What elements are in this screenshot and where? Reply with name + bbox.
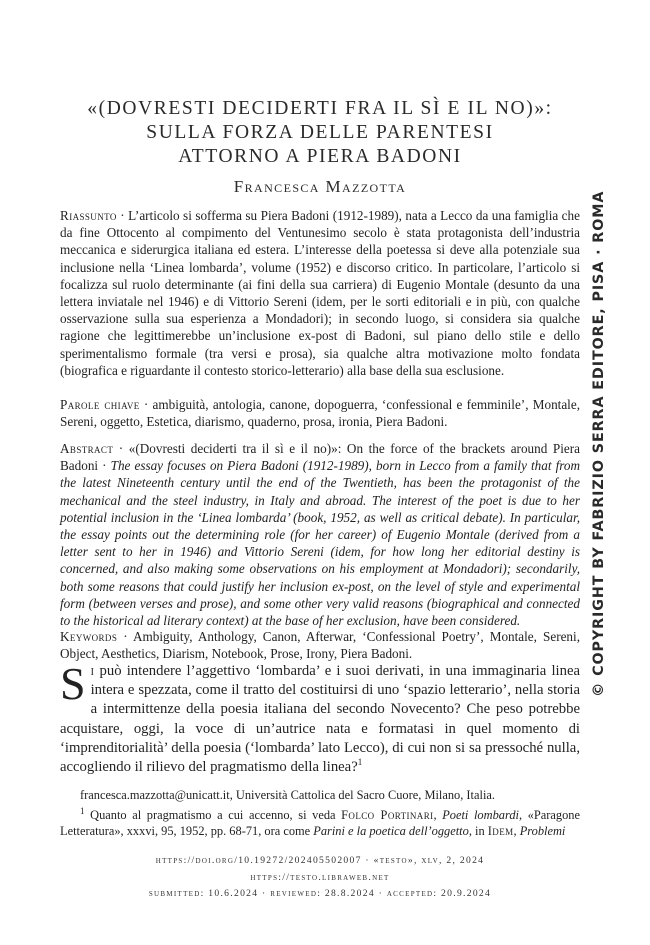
footnote-1-author: Folco Portinari [341, 807, 434, 822]
footnote-1-text-c: , in [468, 824, 485, 838]
author-affiliation: francesca.mazzotta@unicatt.it, Università Cattolica del Sacro Cuore, Milano, Italia. [80, 788, 495, 802]
copyright-text: © COPYRIGHT BY FABRIZIO SERRA EDITORE, PISA · ROMA [591, 190, 607, 697]
body-text: può intendere l’aggettivo ‘lombarda’ e i suoi derivati, in una immaginaria linea intera e spezzata, come il tratto del costituirsi di uno ‘spazio letterario’, nella storia a intermittenze della poesia italiana del secondo Novecento? Che peso potrebbe acquistare, oggi, la voce di un’autrice nata e formatasi in quel momento di ‘imprenditorialità’ della poesia (‘lombarda’ lato Lecco), di cui non si sa pressoché nulla, accogliendo il rilievo del pragmatismo della linea? [60, 663, 580, 776]
parole-chiave-text: ambiguità, antologia, canone, dopoguerra, ‘confessional e femminile’, Montale, Sereni, oggetto, Estetica, diarismo, quaderno, prosa, ironia, Piera Badoni. [60, 397, 580, 430]
keywords-block: Keywords · Ambiguity, Anthology, Canon, Afterwar, ‘Confessional Poetry’, Montale, Sereni, Object, Aesthetics, Diarism, Notebook, Prose, Irony, Piera Badoni. [60, 629, 580, 662]
footer-doi[interactable]: https://doi.org/10.19272/202405502007 · «testo», xlv, 2, 2024 [155, 855, 485, 866]
copyright-sidebar [585, 190, 613, 697]
parole-chiave-block: Parole chiave · ambiguità, antologia, canone, dopoguerra, ‘confessional e femminile’, Montale, Sereni, oggetto, Estetica, diarismo, quaderno, prosa, ironia, Piera Badoni. [60, 397, 580, 430]
title-line-2: SULLA FORZA DELLE PARENTESI [146, 122, 494, 143]
body-paragraph [60, 658, 580, 777]
riassunto-text: L’articolo si sofferma su Piera Badoni (1912-1989), nata a Lecco da una famiglia che da fine Ottocento al compimento del Ventunesimo secolo è stata protagonista dell’industria meccanica e siderurgica italiana ed estera. L’interesse della poetessa si deve alla potenziale sua inclusione nella ‘Linea lombarda’, volume (1952) e discorso critico. In particolare, l’articolo si focalizza sul ruolo determinante (ai fini della sua carriera) di Eugenio Montale (desunto da una lettera inviatale nel 1946) e di Vittorio Sereni (idem, per le sorti editoriali e in più, con qualche osservazione sulla sua esperienza a Mondadori); in secondo luogo, si considera sia qualche ragione che legittimerebbe un’inclusione ex-post di Badoni, sul piano dello stile e dello sperimentalismo formale (tra versi e prosa), sia qualche altra motivazione molto fondata (biografica e riguardante il contesto storico-letterario) alla base della sua esclusione. [60, 208, 580, 378]
article-title [60, 97, 580, 169]
footnote-1-text-d: , [513, 824, 517, 838]
abstract-block: Abstract · «(Dovresti deciderti tra il sì e il no)»: On the force of the brackets around Piera Badoni · The essay focuses on Piera Badoni (1912-1989), born in Lecco from a family that from the latest Nineteenth century until the end of the Twentieth, has been the protagonist of the mechanical and the steel industry, in Italy and abroad. The interest of the poet is due to her potential inclusion in the ‘Linea lombarda’ (book, 1952, as well as critical debate). In particular, the essay points out the determining role (for her career) of Eugenio Montale (derived from a letter sent to her in 1946) and Vittorio Sereni (idem, for how long her editorial destiny is concerned, and also making some observations on his employment at Mondadori); secondarily, both some reasons that could justify her inclusion ex-post, on the level of style and experimental form (between verses and prose), and some other very valid reasons (biographical and connected to the historical ad literary context) at the base of her exclusion, have been considered. [60, 441, 580, 629]
abstract-label: Abstract [60, 441, 114, 456]
footer-dates: submitted: 10.6.2024 · reviewed: 28.8.2024 · accepted: 20.9.2024 [148, 888, 492, 899]
title-line-1: «(DOVRESTI DECIDERTI FRA IL SÌ E IL NO)»: [87, 98, 553, 119]
footnote-1-text-b: , «Paragone Letteratura», xxxvi, 95, 1952, pp. 68-71, ora come [60, 807, 580, 838]
footnote-1-book: Poeti lombardi [442, 807, 519, 822]
keywords-label: Keywords [60, 629, 118, 644]
footer-url[interactable]: https://testo.libraweb.net [250, 871, 390, 883]
footnote-1-book-3: Problemi [519, 824, 566, 838]
footnote-1-text-a: Quanto al pragmatismo a cui accenno, si veda [90, 807, 336, 822]
footnotes [60, 787, 580, 840]
footnote-1-number: 1 [80, 805, 85, 816]
riassunto-block: Riassunto · L’articolo si sofferma su Piera Badoni (1912-1989), nata a Lecco da una famiglia che da fine Ottocento al compimento del Ventunesimo secolo è stata protagonista dell’industria meccanica e siderurgica italiana ed estera. L’interesse della poetessa si deve alla potenziale sua inclusione nella ‘Linea lombarda’, volume (1952) e discorso critico. In particolare, l’articolo si focalizza sul ruolo determinante (ai fini della sua carriera) di Eugenio Montale (desunto da una lettera inviatale nel 1946) e di Vittorio Sereni (idem, per le sorti editoriali e in più, con qualche osservazione sulla sua esperienza a Mondadori); in secondo luogo, si considera sia qualche ragione che legittimerebbe un’inclusione ex-post di Badoni, sul piano dello stile e dello sperimentalismo formale (tra versi e prosa), sia qualche altra motivazione molto fondata (biografica e riguardante il contesto storico-letterario) alla base della sua esclusione. [60, 208, 580, 378]
keywords-text: Ambiguity, Anthology, Canon, Afterwar, ‘Confessional Poetry’, Montale, Sereni, Object, Aesthetics, Diarism, Notebook, Prose, Irony, Piera Badoni. [60, 629, 580, 662]
footnote-ref[interactable]: 1 [357, 757, 363, 768]
abstract-text: The essay focuses on Piera Badoni (1912-1989), born in Lecco from a family that from the latest Nineteenth century until the end of the Twentieth, has been the protagonist of the mechanical and the steel industry, in Italy and abroad. The interest of the poet is due to her potential inclusion in the ‘Linea lombarda’ (book, 1952, as well as critical debate). In particular, the essay points out the determining role (for her career) of Eugenio Montale (derived from a letter sent to her in 1946) and Vittorio Sereni (idem, for how long her editorial destiny is concerned, and also making some observations on his employment at Mondadori); secondarily, both some reasons that could justify her inclusion ex-post, on the level of style and experimental form (between verses and prose), and some other very valid reasons (biographical and connected to the historical ad literary context) at the base of her exclusion, have been considered. [60, 458, 580, 629]
body-lead: i [90, 663, 95, 679]
dropcap: S [60, 658, 86, 709]
author-name: Francesca Mazzotta [233, 177, 407, 196]
abstract-title: «(Dovresti deciderti tra il sì e il no)»: On the force of the brackets around Piera Badoni [60, 441, 580, 474]
riassunto-label: Riassunto [60, 208, 117, 223]
footnote-1-idem: Idem [487, 824, 514, 838]
title-line-3: ATTORNO A PIERA BADONI [178, 146, 462, 167]
page-footer [60, 853, 580, 903]
footnote-1: $^1$ Quanto al pragmatismo a cui accenno, si veda Folco Portinari, Poeti lombardi, «Paragone Letteratura», xxxvi, 95, 1952, pp. 68-71, ora come Parini e la poetica dell’oggetto, in Idem, Problemi [60, 805, 580, 838]
parole-chiave-label: Parole chiave [60, 397, 140, 412]
footnote-1-book-2: Parini e la poetica dell’oggetto [313, 824, 469, 838]
